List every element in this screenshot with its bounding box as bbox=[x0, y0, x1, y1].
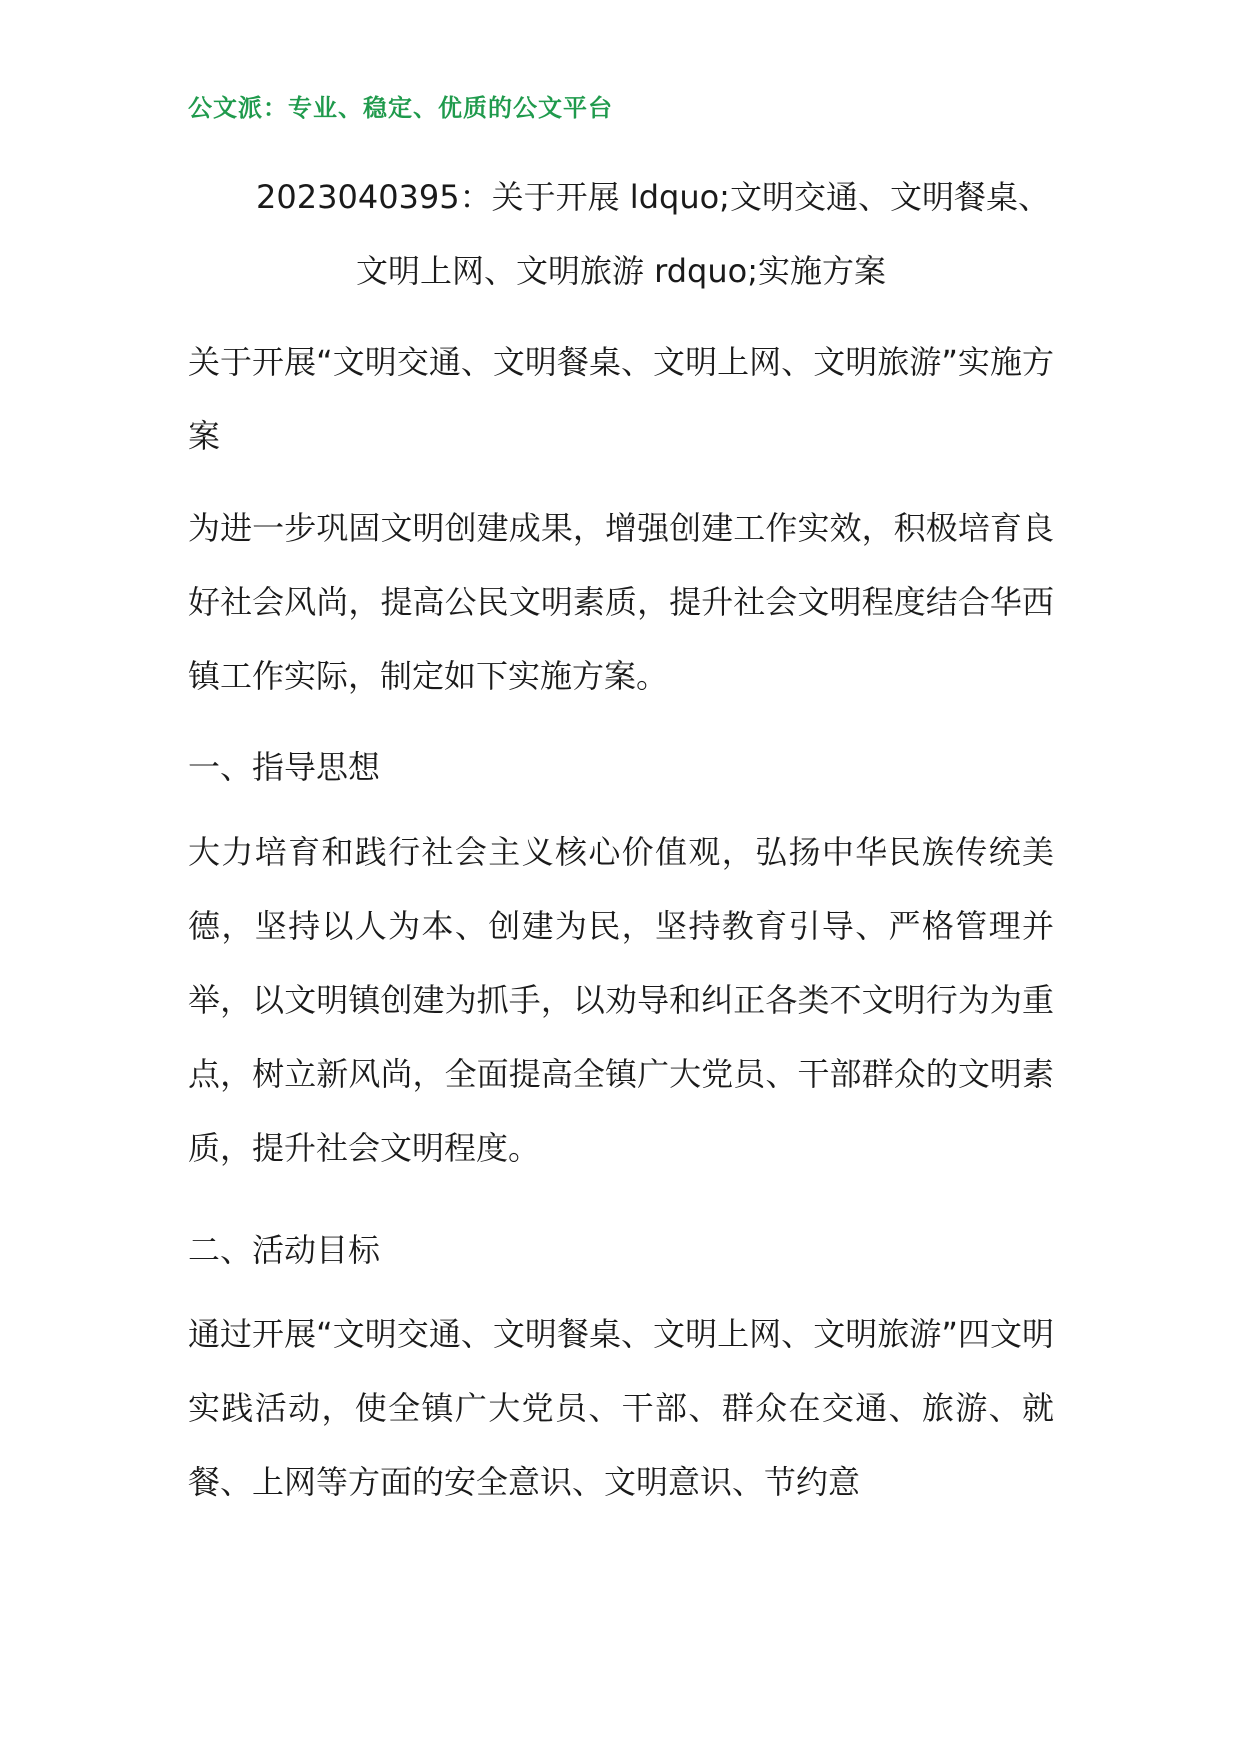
section-heading-guiding-ideology: 一、指导思想 bbox=[188, 748, 381, 786]
section-heading-activity-goals: 二、活动目标 bbox=[188, 1231, 381, 1269]
section-body-guiding-ideology: 大力培育和践行社会主义核心价值观，弘扬中华民族传统美德，坚持以人为本、创建为民，坚持教育引导、严格管理并举，以文明镇创建为抓手，以劝导和纠正各类不文明行为为重点，树立新风尚，全面提高全镇广大党员、干部群众的文明素质，提升社会文明程度。 bbox=[188, 833, 1054, 1167]
document-title: 2023040395：关于开展 ldquo;文明交通、文明餐桌、文明上网、文明旅游 rdquo;实施方案 bbox=[256, 178, 1050, 290]
intro-paragraph: 为进一步巩固文明创建成果，增强创建工作实效，积极培育良好社会风尚，提高公民文明素质，提升社会文明程度结合华西镇工作实际，制定如下实施方案。 bbox=[188, 509, 1054, 695]
document-subtitle: 关于开展“文明交通、文明餐桌、文明上网、文明旅游”实施方案 bbox=[188, 343, 1054, 455]
brand-header: 公文派：专业、稳定、优质的公文平台 bbox=[188, 94, 613, 122]
section-body-activity-goals: 通过开展“文明交通、文明餐桌、文明上网、文明旅游”四文明实践活动，使全镇广大党员、干部、群众在交通、旅游、就餐、上网等方面的安全意识、文明意识、节约意 bbox=[188, 1315, 1054, 1501]
